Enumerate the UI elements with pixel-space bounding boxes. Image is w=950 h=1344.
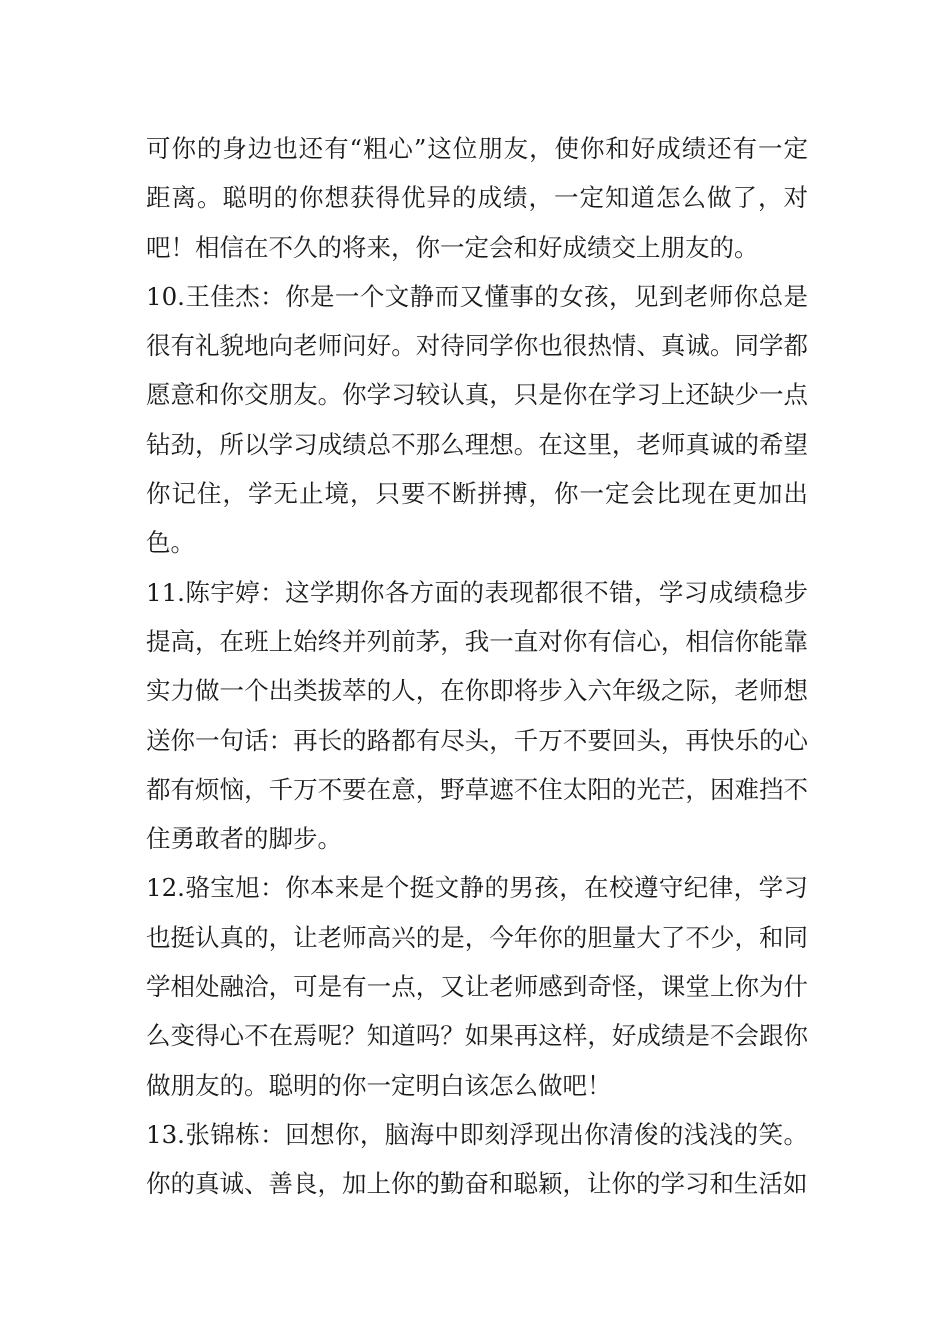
- document-body: [146, 124, 808, 1209]
- paragraph-comment-11: 11.陈宇婷：这学期你各方面的表现都很不错，学习成绩稳步提高，在班上始终并列前茅，我一直对你有信心，相信你能靠实力做一个出类拔萃的人，在你即将步入六年级之际，老师想送你一句话：再长的路都有尽头，千万不要回头，再快乐的心都有烦恼，千万不要在意，野草遮不住太阳的光芒，困难挡不住勇敢者的脚步。: [146, 577, 808, 854]
- paragraph-continuation: 可你的身边也还有“粗心”这位朋友，使你和好成绩还有一定距离。聪明的你想获得优异的成绩，一定知道怎么做了，对吧！相信在不久的将来，你一定会和好成绩交上朋友的。: [146, 134, 808, 262]
- paragraph-comment-10: 10.王佳杰：你是一个文静而又懂事的女孩，见到老师你总是很有礼貌地向老师问好。对待同学你也很热情、真诚。同学都愿意和你交朋友。你学习较认真，只是你在学习上还缺少一点钻劲，所以学习成绩总不那么理想。在这里，老师真诚的希望你记住，学无止境，只要不断拼搏，你一定会比现在更加出色。: [146, 281, 808, 558]
- paragraph-comment-13: 13.张锦栋：回想你，脑海中即刻浮现出你清俊的浅浅的笑。你的真诚、善良，加上你的勤奋和聪颖，让你的学习和生活如: [146, 1119, 808, 1199]
- paragraph-comment-12: 12.骆宝旭：你本来是个挺文静的男孩，在校遵守纪律，学习也挺认真的，让老师高兴的是，今年你的胆量大了不少，和同学相处融洽，可是有一点，又让老师感到奇怪，课堂上你为什么变得心不在焉呢？知道吗？如果再这样，好成绩是不会跟你做朋友的。聪明的你一定明白该怎么做吧！: [146, 873, 808, 1100]
